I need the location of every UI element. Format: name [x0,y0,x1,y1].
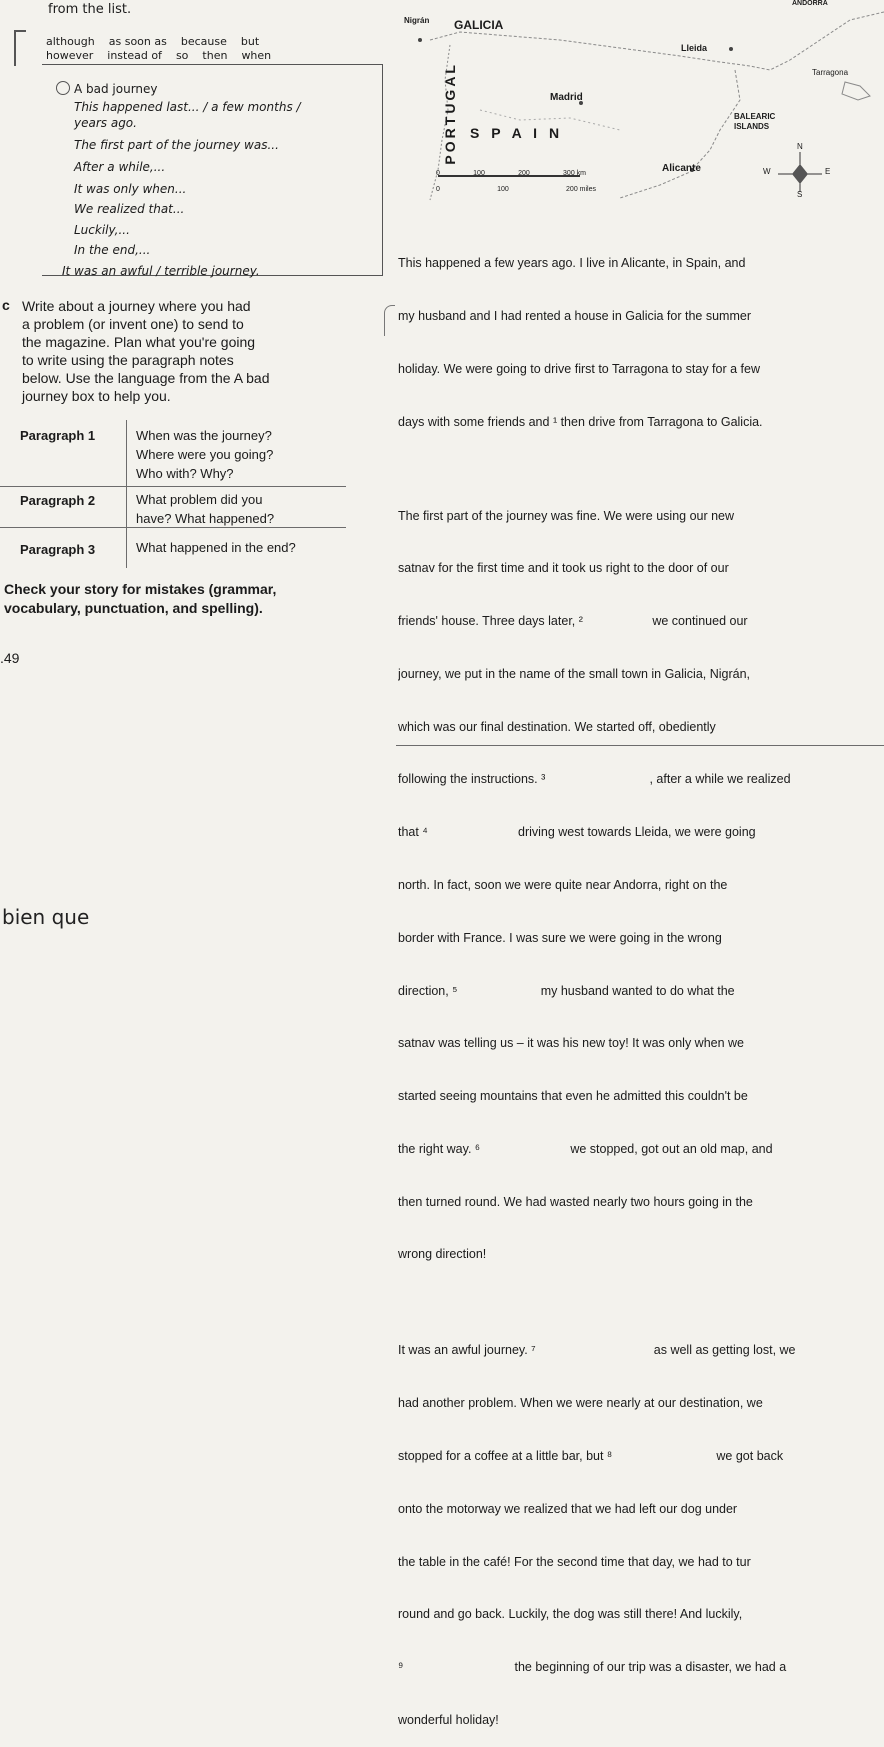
map-label-lleida: Lleida [681,43,708,53]
task-line: to write using the paragraph notes [22,352,234,368]
question: When was the journey? [136,428,272,443]
story-line: border with France. I was sure we were going in the wrong [398,930,722,945]
eastern-coastline [620,70,740,198]
box-phrase: It was only when... [74,182,187,196]
compass-s: S [797,190,803,199]
linkers-bracket [14,30,26,66]
linker: so [175,49,189,62]
story-line: north. In fact, soon we were quite near Andorra, right on the [398,877,728,892]
question: What problem did you [136,492,263,507]
box-phrase: The first part of the journey was... [74,138,279,152]
task-instructions [22,297,382,405]
story-line: friends' house. Three days later, ² we continued our [398,614,748,629]
box-marker-icon [56,81,70,95]
linkers-row-1 [46,35,306,48]
story-line: It was an awful journey. ⁷ as well as getting lost, we [398,1343,796,1358]
paragraph-label: Paragraph 2 [20,493,96,508]
story-line: which was our final destination. We started off, obediently [398,719,716,734]
story-line: holiday. We were going to drive first to Tarragona to stay for a few [398,361,760,376]
story-line: wrong direction! [398,1247,487,1262]
handwritten-note: bien que [2,905,90,929]
page-reference: .49 [0,650,20,666]
page-fold-mark [384,305,395,336]
linker: however [46,49,94,62]
map-label-balearic: BALEARIC ISLANDS [734,112,776,131]
linker: instead of [107,49,162,62]
story-line: The first part of the journey was fine. We were using our new [398,508,735,523]
story-line: ⁹ the beginning of our trip was a disaster, we had a [398,1660,787,1675]
compass-e: E [825,167,831,176]
task-line: a problem (or invent one) to send to [22,316,244,332]
paragraph-questions [136,540,296,555]
map-label-alicante: Alicante [662,163,701,174]
story-line: journey, we put in the name of the small town in Galicia, Nigrán, [398,666,751,681]
paragraph-label: Paragraph 1 [20,428,96,443]
story-line: satnav for the first time and it took us right to the door of our [398,561,729,576]
story-line: following the instructions. ³ , after a while we realized [398,772,791,787]
linker: when [241,49,272,62]
map-label-madrid: Madrid [550,92,583,103]
box-title: A bad journey [74,82,158,96]
task-letter: c [2,297,10,313]
story-line: onto the motorway we realized that we had left our dog under [398,1501,738,1516]
story-line: This happened a few years ago. I live in Alicante, in Spain, and [398,256,746,271]
task-line: Write about a journey where you had [22,298,251,314]
box-phrase: This happened last... / a few months / [74,100,301,114]
story-spacer [398,1299,884,1307]
balearic-islands-shape [842,82,870,100]
story-line: direction, ⁵ my husband wanted to do what the [398,983,735,998]
paragraph-label: Paragraph 3 [20,542,96,557]
check-line: Check your story for mistakes (grammar, [4,581,277,597]
box-phrase: years ago. [74,116,137,130]
question: Where were you going? [136,447,274,462]
box-phrase: In the end,... [74,243,151,257]
paragraph-questions [136,490,274,528]
story-line: round and go back. Luckily, the dog was still there! And luckily, [398,1607,743,1622]
linkers-row-2 [46,49,326,62]
task-line: journey box to help you. [22,388,171,404]
box-phrases [62,99,301,279]
story-line: my husband and I had rented a house in Galicia for the summer [398,308,751,323]
story-line: wonderful holiday! [398,1712,499,1727]
map-label-portugal: PORTUGAL [442,62,458,165]
map-label-nigran: Nigrán [404,16,430,25]
compass-n: N [797,142,803,151]
story-line: started seeing mountains that even he admitted this couldn't be [398,1089,748,1104]
compass-w: W [763,167,771,176]
story-line: days with some friends and ¹ then drive from Tarragona to Galicia. [398,414,763,429]
map-label-tarragona: Tarragona [812,68,849,77]
compass-star-icon [792,164,808,184]
scale-mi-labels: 0 100 200 miles [436,186,596,193]
nigran-dot [418,38,422,42]
story-line: the table in the café! For the second time that day, we had to tur [398,1554,751,1569]
story-line: that ⁴ driving west towards Lleida, we were going [398,825,756,840]
map-label-galicia: GALICIA [454,18,504,32]
question: What happened in the end? [136,540,296,555]
story-bottom-rule [396,745,884,746]
linker: then [202,49,228,62]
box-phrase: After a while,... [74,160,166,174]
story-spacer [398,466,884,472]
box-phrase: Luckily,... [74,223,130,237]
story-line: had another problem. When we were nearly at our destination, we [398,1396,763,1411]
question: Who with? Why? [136,466,234,481]
story-text [398,220,884,1747]
top-fragment: from the list. [48,2,132,17]
story-line: stopped for a coffee at a little bar, but ⁸ we got back [398,1448,784,1463]
check-instruction [4,580,276,618]
box-phrase: We realized that... [74,202,185,216]
story-line: satnav was telling us – it was his new toy! It was only when we [398,1036,744,1051]
linker: as soon as [108,35,167,48]
question: have? What happened? [136,511,275,526]
lleida-dot [729,47,733,51]
scale-km-labels: 0 100 200 300 km [436,170,586,177]
story-line: the right way. ⁶ we stopped, got out an old map, and [398,1141,773,1156]
linker: because [180,35,227,48]
linker: although [46,35,95,48]
paragraph-table [0,420,346,568]
map-label-andorra: ANDORRA [792,0,828,7]
box-phrase: It was an awful / terrible journey. [62,264,260,278]
task-line: below. Use the language from the A bad [22,370,270,386]
story-line: then turned round. We had wasted nearly two hours going in the [398,1194,753,1209]
paragraph-questions [136,426,273,483]
linker: but [240,35,260,48]
task-line: the magazine. Plan what you're going [22,334,256,350]
map-label-spain: S P A I N [470,125,564,141]
check-line: vocabulary, punctuation, and spelling). [4,600,263,616]
